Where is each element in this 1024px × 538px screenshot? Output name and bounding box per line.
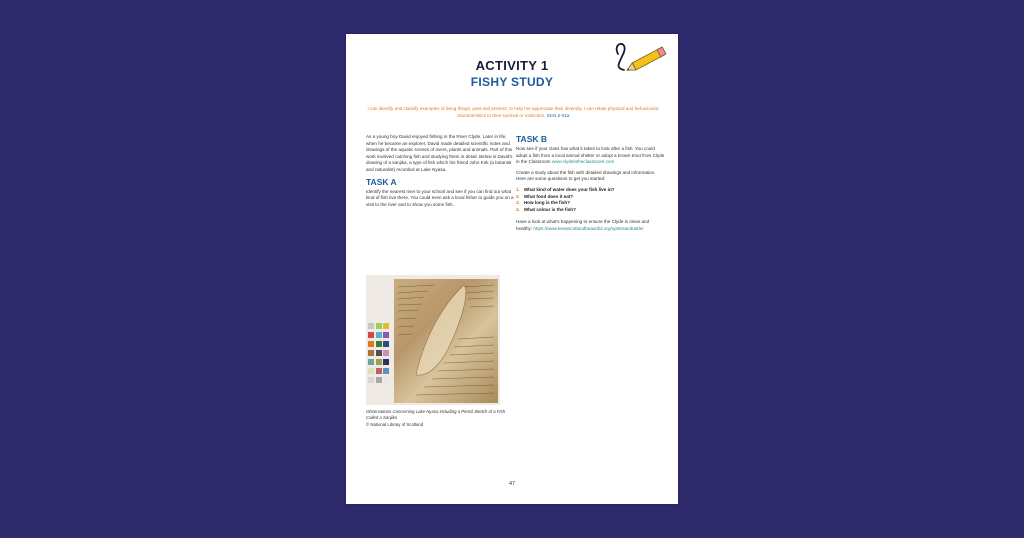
- objective-text: I can identify and classify examples of living things, past and present, to help me appreciate their diversity. I can relate physical and behavioural characteristics to their survival or extinction.: [367, 106, 659, 118]
- fish-sketch-icon: [394, 279, 498, 403]
- caption-credit: © National Library of Scotland: [366, 421, 424, 427]
- objective-code: SCN 2-01a: [546, 112, 570, 118]
- manuscript-image: [366, 275, 500, 405]
- clyde-text: Have a look at what's happening to ensure the Clyde is clean and healthy:: [516, 219, 650, 231]
- intro-paragraph: As a young boy David enjoyed fishing in the River Clyde. Later in life, when he became an explorer, David made detailed scientific notes and drawings of the aquatic scenes of rivers, plants and animals. Part of this work involved catching fish and studying them in detail. Below is David's drawing of a sanjika, a type of fish which his friend John Kirk (a botanist and naturalist) recorded at Lake Nyasa.: [366, 134, 513, 172]
- list-item: 1. What kind of water does your fish live in?: [516, 186, 615, 192]
- parchment-drawing: [394, 279, 498, 403]
- document-page: [346, 34, 678, 504]
- list-item: 3. How long is the fish?: [516, 200, 571, 206]
- right-column: [516, 131, 666, 237]
- left-column: [366, 134, 516, 212]
- activity-title: ACTIVITY 1: [475, 58, 549, 73]
- caption-title: Observations Concerning Lake Nyasa including a Pencil Sketch of a Fish Called a Sanjika: [366, 409, 506, 421]
- page-number: 47: [508, 481, 516, 487]
- task-b-heading: TASK B: [516, 134, 548, 144]
- image-caption: [366, 409, 516, 428]
- clyde-classroom-link[interactable]: www.clydeintheclassroom.com: [551, 159, 615, 165]
- learning-objective: [360, 106, 666, 120]
- task-b-paragraph: [516, 146, 666, 166]
- list-item: 2. What food does it eat?: [516, 193, 574, 199]
- clyde-paragraph: [516, 219, 666, 232]
- task-a-heading: TASK A: [366, 176, 397, 187]
- task-b-study-text: Create a study about the fish with detailed drawings and information. Here are some questions to get you started:: [516, 169, 656, 182]
- question-list: [516, 187, 666, 213]
- list-item: 4. What colour is the fish?: [516, 206, 576, 212]
- color-palette: [368, 323, 391, 385]
- activity-subtitle: FISHY STUDY: [470, 75, 554, 89]
- task-b-text: Now see if your class has what it takes to look after a fish. You could adopt a fish from a local animal shelter or adopt a brown trout from Clyde in the Classroom: [516, 146, 665, 165]
- upstream-battle-link[interactable]: https://www.keepscotlandbeautiful.org/upstreambattle/: [533, 225, 644, 231]
- task-a-text: Identify the nearest river to your school and see if you can find out what kind of fish live there. You could even ask a local fisher to guide you on a visit to the river and to show you some fish.: [366, 188, 514, 207]
